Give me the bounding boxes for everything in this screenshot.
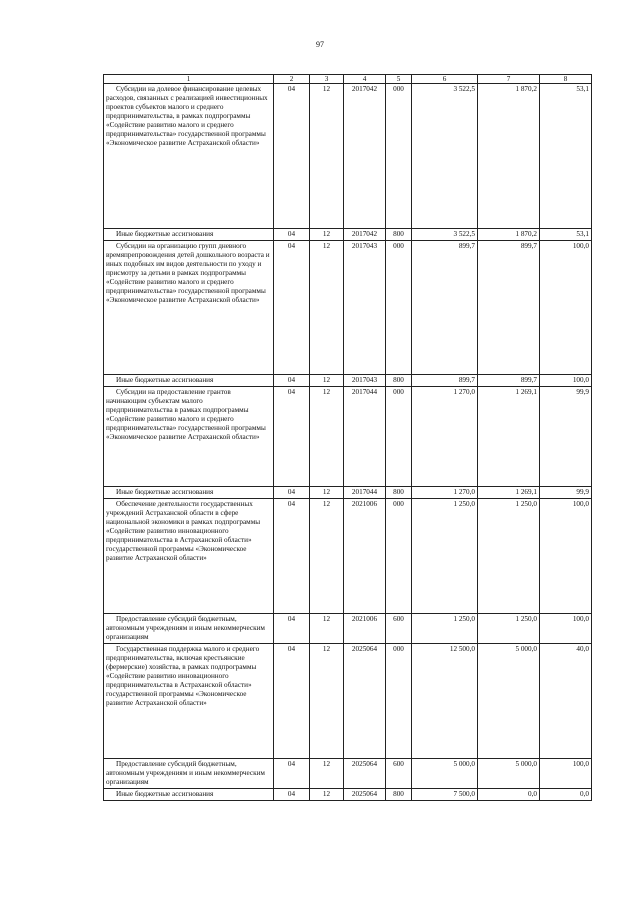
row-subsection: 12 — [310, 387, 344, 487]
row-percent: 100,0 — [540, 614, 592, 644]
row-subsection: 12 — [310, 789, 344, 801]
row-percent: 100,0 — [540, 759, 592, 789]
row-name: Иные бюджетные ассигнования — [104, 487, 274, 499]
row-plan: 3 522,5 — [412, 84, 478, 229]
row-target-code: 2021006 — [344, 499, 386, 614]
column-header: 3 — [310, 75, 344, 84]
column-header: 4 — [344, 75, 386, 84]
row-plan: 3 522,5 — [412, 229, 478, 241]
row-section: 04 — [274, 84, 310, 229]
row-fact: 0,0 — [478, 789, 540, 801]
row-target-code: 2017042 — [344, 229, 386, 241]
row-expense-type: 000 — [386, 644, 412, 759]
row-fact: 5 000,0 — [478, 759, 540, 789]
row-subsection: 12 — [310, 759, 344, 789]
row-fact: 1 269,1 — [478, 387, 540, 487]
row-fact: 899,7 — [478, 375, 540, 387]
row-plan: 899,7 — [412, 241, 478, 375]
column-header: 2 — [274, 75, 310, 84]
column-header: 7 — [478, 75, 540, 84]
row-percent: 100,0 — [540, 375, 592, 387]
row-expense-type: 000 — [386, 387, 412, 487]
column-header: 6 — [412, 75, 478, 84]
row-fact: 1 250,0 — [478, 614, 540, 644]
row-subsection: 12 — [310, 614, 344, 644]
row-name: Государственная поддержка малого и среднего предпринимательства, включая крестьянские (фермерские) хозяйства, в рамках подпрограммы «Содействие развитию инновационного предпринимательства в Астраханской области» государственной программы «Экономическое развитие Астраханской области» — [104, 644, 274, 759]
row-expense-type: 000 — [386, 499, 412, 614]
row-subsection: 12 — [310, 499, 344, 614]
row-expense-type: 000 — [386, 241, 412, 375]
row-expense-type: 000 — [386, 84, 412, 229]
row-section: 04 — [274, 241, 310, 375]
row-section: 04 — [274, 759, 310, 789]
row-expense-type: 800 — [386, 487, 412, 499]
row-section: 04 — [274, 789, 310, 801]
row-percent: 100,0 — [540, 499, 592, 614]
row-target-code: 2017043 — [344, 241, 386, 375]
row-fact: 1 870,2 — [478, 84, 540, 229]
row-name: Предоставление субсидий бюджетным, автономным учреждениям и иным некоммерческим организациям — [104, 759, 274, 789]
table-row — [104, 229, 592, 241]
row-subsection: 12 — [310, 487, 344, 499]
row-subsection: 12 — [310, 375, 344, 387]
table-row — [104, 614, 592, 644]
row-fact: 1 269,1 — [478, 487, 540, 499]
column-header: 5 — [386, 75, 412, 84]
row-fact: 1 870,2 — [478, 229, 540, 241]
row-percent: 40,0 — [540, 644, 592, 759]
row-name: Иные бюджетные ассигнования — [104, 789, 274, 801]
row-plan: 1 270,0 — [412, 487, 478, 499]
row-target-code: 2025064 — [344, 759, 386, 789]
row-percent: 53,1 — [540, 229, 592, 241]
row-expense-type: 800 — [386, 789, 412, 801]
row-subsection: 12 — [310, 84, 344, 229]
row-percent: 0,0 — [540, 789, 592, 801]
row-plan: 899,7 — [412, 375, 478, 387]
row-target-code: 2017043 — [344, 375, 386, 387]
row-plan: 5 000,0 — [412, 759, 478, 789]
row-section: 04 — [274, 614, 310, 644]
row-fact: 1 250,0 — [478, 499, 540, 614]
table-row — [104, 499, 592, 614]
row-name: Обеспечение деятельности государственных учреждений Астраханской области в сфере национальной экономики в рамках подпрограммы «Содействие развитию инновационного предпринимательства в Астраханской области» государственной программы «Экономическое развитие Астраханской области» — [104, 499, 274, 614]
row-section: 04 — [274, 499, 310, 614]
row-expense-type: 800 — [386, 375, 412, 387]
row-plan: 7 500,0 — [412, 789, 478, 801]
table-row — [104, 759, 592, 789]
row-subsection: 12 — [310, 229, 344, 241]
column-header: 1 — [104, 75, 274, 84]
row-expense-type: 600 — [386, 614, 412, 644]
row-expense-type: 600 — [386, 759, 412, 789]
row-name: Субсидии на предоставление грантов начинающим субъектам малого предпринимательства в рамках подпрограммы «Содействие развитию малого и среднего предпринимательства» государственной программы «Экономическое развитие Астраханской области» — [104, 387, 274, 487]
row-percent: 53,1 — [540, 84, 592, 229]
row-subsection: 12 — [310, 241, 344, 375]
row-section: 04 — [274, 229, 310, 241]
table-row — [104, 84, 592, 229]
row-percent: 99,9 — [540, 487, 592, 499]
row-plan: 1 250,0 — [412, 499, 478, 614]
row-section: 04 — [274, 375, 310, 387]
row-name: Предоставление субсидий бюджетным, автономным учреждениям и иным некоммерческим организациям — [104, 614, 274, 644]
row-target-code: 2017044 — [344, 487, 386, 499]
row-target-code: 2025064 — [344, 789, 386, 801]
row-section: 04 — [274, 487, 310, 499]
row-plan: 12 500,0 — [412, 644, 478, 759]
row-percent: 100,0 — [540, 241, 592, 375]
row-plan: 1 270,0 — [412, 387, 478, 487]
budget-table — [103, 74, 592, 801]
row-section: 04 — [274, 644, 310, 759]
row-target-code: 2021006 — [344, 614, 386, 644]
table-row — [104, 789, 592, 801]
table-row — [104, 387, 592, 487]
row-subsection: 12 — [310, 644, 344, 759]
row-name: Иные бюджетные ассигнования — [104, 229, 274, 241]
table-header-row — [104, 75, 592, 84]
row-name: Субсидии на организацию групп дневного времяпрепровождения детей дошкольного возраста и иных подобных им видов деятельности по уходу и присмотру за детьми в рамках подпрограммы «Содействие развитию малого и среднего предпринимательства» государственной программы «Экономическое развитие Астраханской области» — [104, 241, 274, 375]
column-header: 8 — [540, 75, 592, 84]
row-plan: 1 250,0 — [412, 614, 478, 644]
row-percent: 99,9 — [540, 387, 592, 487]
row-name: Субсидии на долевое финансирование целевых расходов, связанных с реализацией инвестиционных проектов субъектов малого и среднего предпринимательства, в рамках подпрограммы «Содействие развитию малого и среднего предпринимательства» государственной программы «Экономическое развитие Астраханской области» — [104, 84, 274, 229]
row-target-code: 2025064 — [344, 644, 386, 759]
table-row — [104, 241, 592, 375]
row-fact: 5 000,0 — [478, 644, 540, 759]
page-number: 97 — [316, 40, 324, 49]
table-row — [104, 375, 592, 387]
table-row — [104, 487, 592, 499]
row-name: Иные бюджетные ассигнования — [104, 375, 274, 387]
row-section: 04 — [274, 387, 310, 487]
row-expense-type: 800 — [386, 229, 412, 241]
row-target-code: 2017042 — [344, 84, 386, 229]
table-row — [104, 644, 592, 759]
row-fact: 899,7 — [478, 241, 540, 375]
row-target-code: 2017044 — [344, 387, 386, 487]
